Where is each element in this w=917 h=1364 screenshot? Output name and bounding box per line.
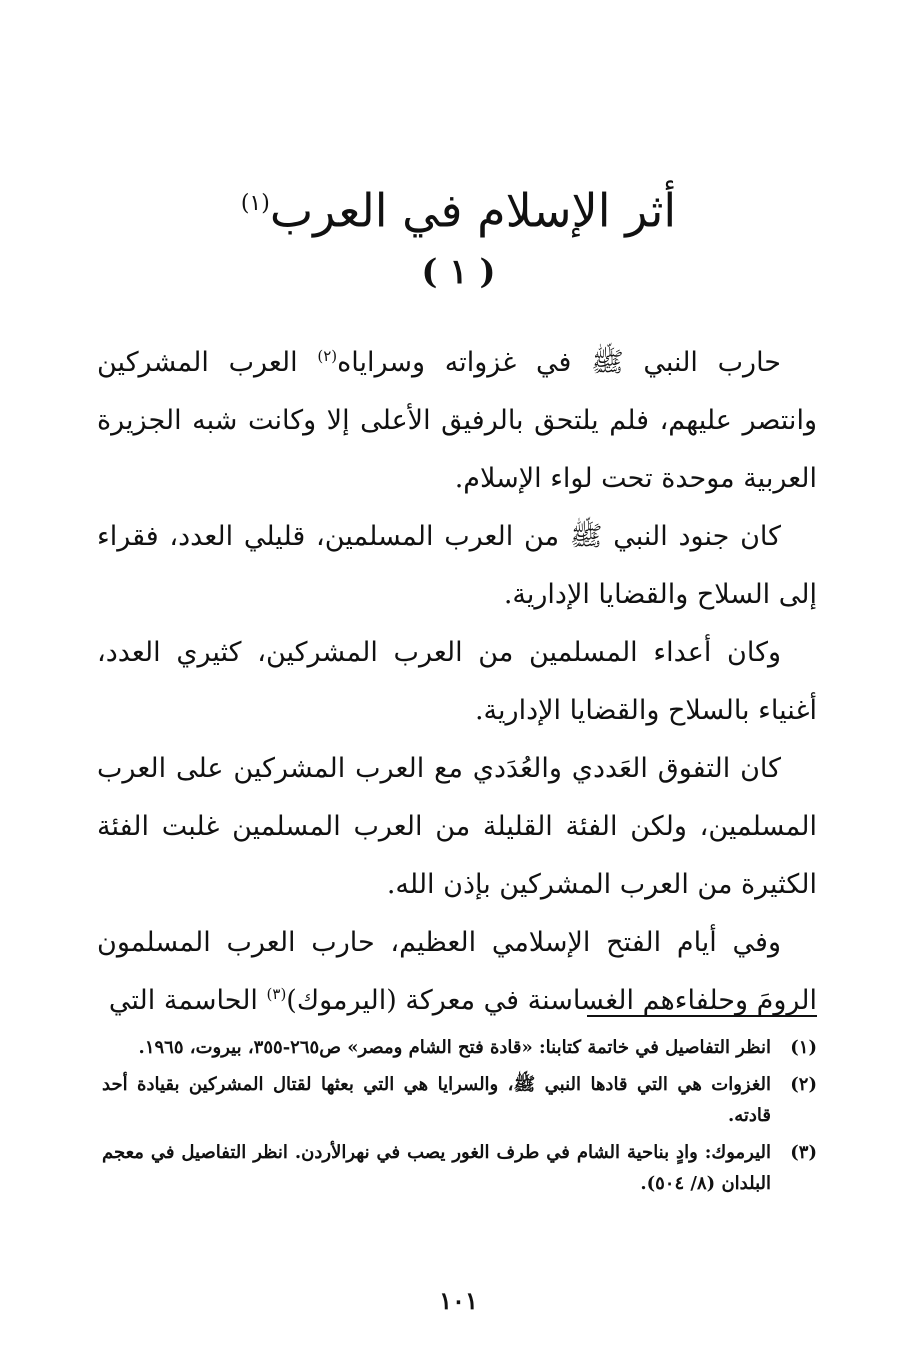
paragraph-4: كان التفوق العَددي والعُدَدي مع العرب المشركين على العرب المسلمين، ولكن الفئة القليلة من العرب المسلمين غلبت الفئة الكثيرة من العرب المشركين بإذن الله. bbox=[97, 753, 817, 900]
paragraph-1 bbox=[97, 334, 817, 508]
section-number: ( ١ ) bbox=[421, 252, 496, 292]
paragraph-5-part-2: الحاسمة التي bbox=[108, 985, 267, 1016]
paragraph-5-part-1: وفي أيام الفتح الإسلامي العظيم، حارب العرب المسلمون الرومَ وحلفاءهم الغساسنة في معركة (اليرموك) bbox=[97, 927, 817, 1016]
note-ref-2: (٢) bbox=[317, 347, 338, 365]
footnote-text: اليرموك: وادٍ بناحية الشام في طرف الغور يصب في نهرالأردن. انظر التفاصيل في معجم البلدان (٨/ ٥٠٤). bbox=[102, 1142, 771, 1194]
footnote-divider bbox=[587, 1015, 817, 1017]
footnote-1 bbox=[102, 1032, 817, 1063]
footnote-3 bbox=[102, 1137, 817, 1199]
footnote-number: (٣) bbox=[790, 1142, 817, 1163]
chapter-title-note-ref: (١) bbox=[240, 190, 270, 216]
footnotes bbox=[102, 1032, 817, 1205]
page-number: ١٠١ bbox=[439, 1286, 478, 1315]
body-text bbox=[97, 334, 817, 1030]
note-ref-3: (٣) bbox=[266, 985, 287, 1003]
footnote-text: الغزوات هي التي قادها النبي ﷺ، والسرايا هي التي بعثها لقتال المشركين بقيادة أحد قادته. bbox=[102, 1074, 771, 1126]
paragraph-3: وكان أعداء المسلمين من العرب المشركين، كثيري العدد، أغنياء بالسلاح والقضايا الإدارية. bbox=[97, 637, 817, 726]
footnote-text: انظر التفاصيل في خاتمة كتابنا: «قادة فتح الشام ومصر» ص٢٦٥-٣٥٥، بيروت، ١٩٦٥. bbox=[138, 1037, 771, 1058]
chapter-title-text: أثر الإسلام في العرب bbox=[269, 183, 677, 238]
chapter-title bbox=[0, 169, 917, 245]
footnote-number: (٢) bbox=[790, 1074, 817, 1095]
footnote-2 bbox=[102, 1069, 817, 1131]
footnote-number: (١) bbox=[790, 1037, 817, 1058]
paragraph-2: كان جنود النبي ﷺ من العرب المسلمين، قليلي العدد، فقراء إلى السلاح والقضايا الإدارية. bbox=[97, 521, 817, 610]
paragraph-1-part-1: حارب النبي ﷺ في غزواته وسراياه bbox=[337, 347, 781, 378]
paragraph-1-part-2: العرب المشركين وانتصر عليهم، فلم يلتحق بالرفيق الأعلى إلا وكانت شبه الجزيرة العربية موحدة تحت لواء الإسلام. bbox=[97, 347, 817, 494]
paragraph-5 bbox=[97, 914, 817, 1030]
